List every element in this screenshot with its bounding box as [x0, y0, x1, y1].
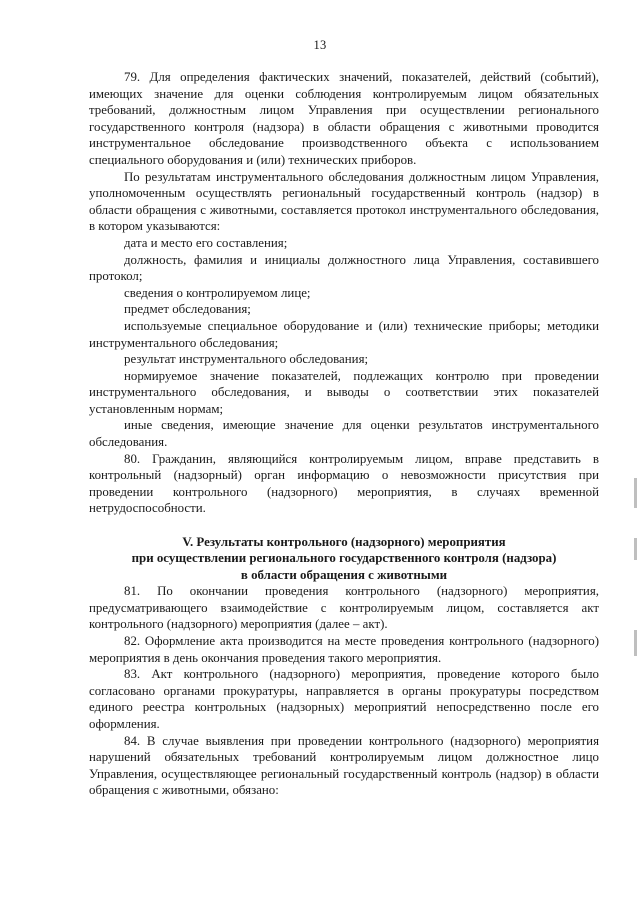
- paragraph-protocol-intro: По результатам инструментального обследования должностным лицом Управления, уполномоченным осуществлять региональный государственный контроль (надзор) в области обращения с животными, составляется протокол инструментального обследования, в котором указываются:: [89, 169, 599, 234]
- list-item-controlled-person: сведения о контролируемом лице;: [124, 285, 311, 300]
- paragraph-83: 83. Акт контрольного (надзорного) мероприятия, проведение которого было согласовано органами прокуратуры, направляется в органы прокуратуры посредством единого реестра контрольных (надзорных) мероприятий непосредственно после его оформления.: [89, 667, 599, 731]
- scan-edge-mark: [634, 630, 637, 656]
- section-heading-line: V. Результаты контрольного (надзорного) мероприятия: [182, 535, 506, 550]
- list-item-normative-values: нормируемое значение показателей, подлежащих контролю при проведении инструментального обследования, и выводы о соответствии этих показателей установленным нормам;: [89, 368, 599, 416]
- section-heading-line: при осуществлении регионального государственного контроля (надзора): [131, 551, 557, 566]
- paragraph-84: 84. В случае выявления при проведении контрольного (надзорного) мероприятия нарушений обязательных требований контролируемым лицом должностное лицо Управления, осуществляющее региональный государственный контроль (надзор) в области обращения с животными, обязано:: [89, 733, 599, 798]
- section-heading: [89, 534, 599, 583]
- section-heading-line: в области обращения с животными: [240, 567, 448, 582]
- page-number: 13: [313, 38, 327, 52]
- scan-edge-mark: [634, 538, 637, 560]
- document-body: [89, 69, 599, 799]
- list-item-official: должность, фамилия и инициалы должностного лица Управления, составившего протокол;: [89, 252, 599, 284]
- list-item-result: результат инструментального обследования;: [124, 352, 369, 367]
- list-item-date-place: дата и место его составления;: [124, 235, 288, 250]
- scan-edge-mark: [634, 478, 637, 508]
- paragraph-79: 79. Для определения фактических значений, показателей, действий (событий), имеющих значение для оценки соблюдения контролируемым лицом обязательных требований, должностным лицом Управления при осуществлении регионального государственного контроля (надзора) в области обращения с животными проводится инструментальное обследование производственного объекта с использованием специального оборудования и (или) технических приборов.: [89, 70, 599, 167]
- list-item-other-info: иные сведения, имеющие значение для оценки результатов инструментального обследования.: [89, 418, 599, 450]
- paragraph-80: 80. Гражданин, являющийся контролируемым лицом, вправе представить в контрольный (надзорный) орган информацию о невозможности присутствия при проведении контрольного (надзорного) мероприятия, в случаях временной нетрудоспособности.: [89, 451, 599, 516]
- paragraph-81: 81. По окончании проведения контрольного (надзорного) мероприятия, предусматривающего взаимодействие с контролируемым лицом, составляется акт контрольного (надзорного) мероприятия (далее – акт).: [89, 584, 599, 632]
- list-item-equipment: используемые специальное оборудование и (или) технические приборы; методики инструментального обследования;: [89, 318, 599, 350]
- paragraph-82: 82. Оформление акта производится на месте проведения контрольного (надзорного) мероприятия в день окончания проведения такого мероприятия.: [89, 634, 599, 665]
- list-item-subject: предмет обследования;: [124, 302, 251, 317]
